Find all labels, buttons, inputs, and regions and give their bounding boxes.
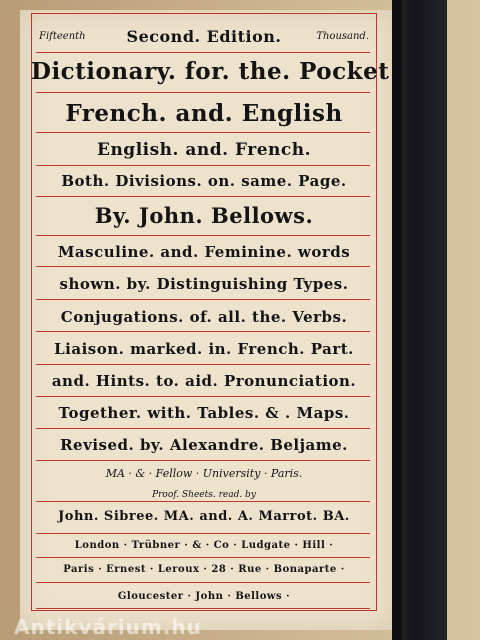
red-rule bbox=[36, 299, 370, 300]
red-rule bbox=[36, 196, 370, 197]
title-line: shown. by. Distinguishing Types. bbox=[59, 275, 349, 293]
red-rule bbox=[36, 364, 370, 365]
title-line: Dictionary. for. the. Pocket bbox=[31, 58, 390, 85]
edition-title: Second. Edition. bbox=[126, 27, 282, 46]
title-line: By. John. Bellows. bbox=[94, 203, 314, 228]
red-rule bbox=[36, 557, 370, 558]
title-line: Revised. by. Alexandre. Beljame. bbox=[60, 436, 348, 454]
red-rule bbox=[36, 92, 370, 93]
cover-inner-edge bbox=[392, 0, 402, 640]
title-line: Proof. Sheets. read. by bbox=[152, 490, 256, 500]
title-line: John. Sibree. MA. and. A. Marrot. BA. bbox=[58, 509, 350, 524]
red-rule bbox=[36, 533, 370, 534]
title-line: Gloucester · John · Bellows · bbox=[117, 591, 291, 602]
edition-row bbox=[31, 27, 377, 47]
red-rule bbox=[36, 428, 370, 429]
red-rule bbox=[36, 460, 370, 461]
red-rule bbox=[36, 582, 370, 583]
title-line: French. and. English bbox=[65, 100, 343, 127]
title-line: and. Hints. to. aid. Pronunciation. bbox=[51, 372, 357, 390]
red-rule bbox=[36, 52, 370, 53]
title-line: Conjugations. of. all. the. Verbs. bbox=[60, 308, 348, 326]
red-rule bbox=[36, 235, 370, 236]
red-rule bbox=[36, 331, 370, 332]
red-rule bbox=[36, 132, 370, 133]
title-line: Together. with. Tables. & . Maps. bbox=[58, 404, 350, 422]
title-line: Both. Divisions. on. same. Page. bbox=[61, 172, 347, 190]
title-line: Liaison. marked. in. French. Part. bbox=[54, 340, 354, 358]
edition-right: Thousand. bbox=[316, 31, 369, 42]
red-rule bbox=[36, 396, 370, 397]
title-line: English. and. French. bbox=[96, 140, 312, 160]
title-line: MA · & · Fellow · University · Paris. bbox=[105, 467, 303, 480]
red-rule bbox=[36, 266, 370, 267]
watermark-text: Antikvárium.hu bbox=[14, 615, 202, 639]
red-rule bbox=[36, 165, 370, 166]
title-line: Paris · Ernest · Leroux · 28 · Rue · Bonaparte · bbox=[63, 564, 345, 575]
red-rule bbox=[36, 608, 370, 609]
edition-left: Fifteenth bbox=[39, 31, 86, 42]
red-rule bbox=[36, 501, 370, 502]
title-line: Masculine. and. Feminine. words bbox=[57, 243, 351, 261]
title-line: London · Trübner · & · Co · Ludgate · Hill · bbox=[74, 540, 334, 551]
